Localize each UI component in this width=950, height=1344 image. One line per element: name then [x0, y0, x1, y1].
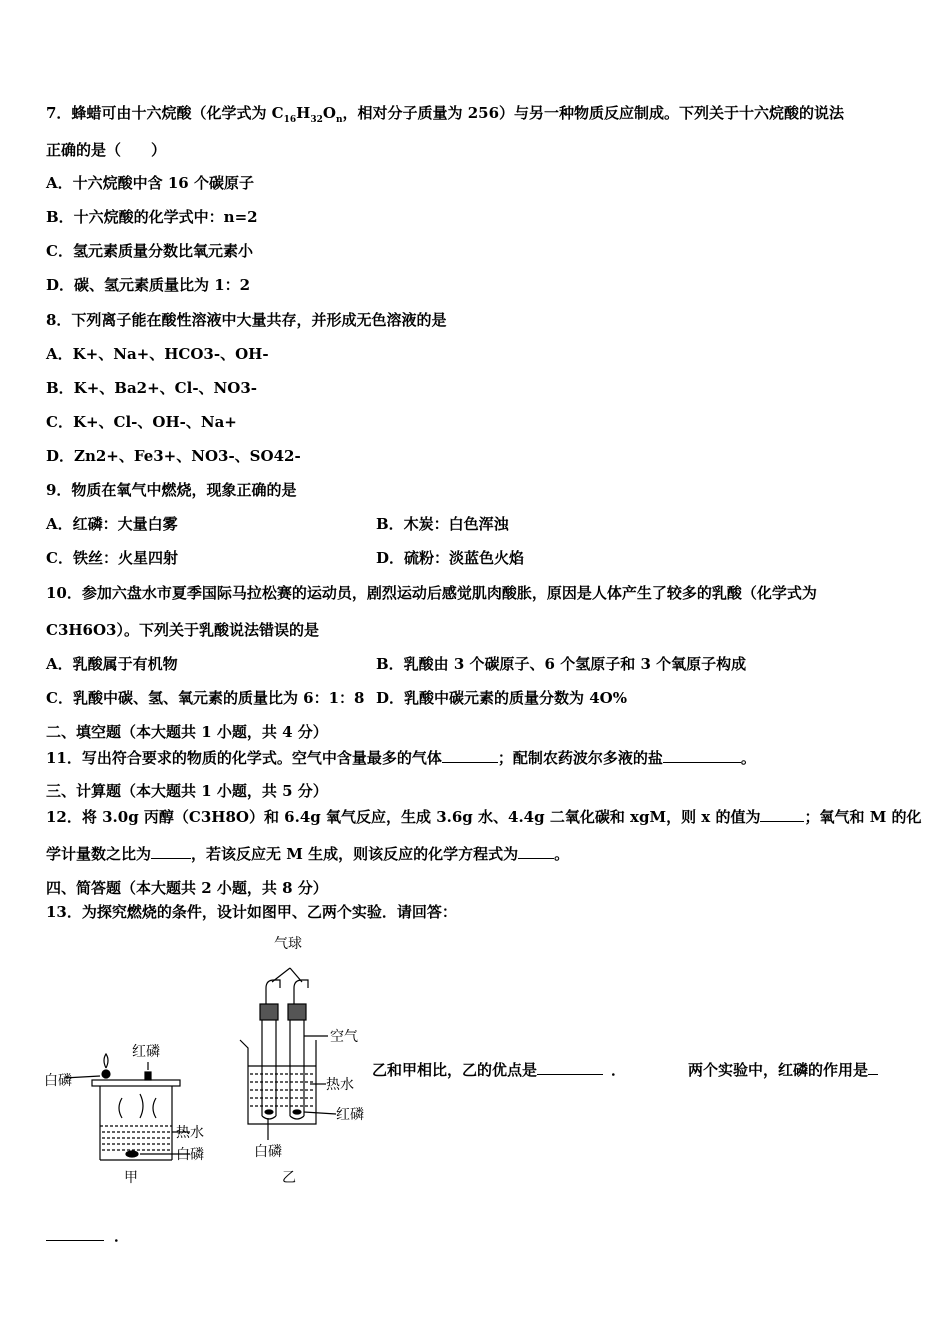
- q12-text-line2: 学计量数之比为 ，若该反应无 M 生成，则该反应的化学方程式为 。: [46, 845, 570, 863]
- q9-option-a: A．红磷：大量白雾: [46, 515, 178, 533]
- q7-option-d: D．碳、氢元素质量比为 1：2: [46, 276, 251, 294]
- q10-stem: 10．参加六盘水市夏季国际马拉松赛的运动员，剧烈运动后感觉肌肉酸胀，原因是人体产生了较多的乳酸（化学式为: [46, 584, 817, 602]
- q13-stem: 13．为探究燃烧的条件，设计如图甲、乙两个实验．请回答：: [46, 903, 457, 921]
- q7-stem-line2: 正确的是（ ）: [46, 141, 167, 159]
- label-hot-water-jia: 热水: [176, 1125, 204, 1141]
- q7-option-b: B．十六烷酸的化学式中：n=2: [46, 208, 258, 226]
- q13-part2: 两个实验中，红磷的作用是: [688, 1060, 878, 1080]
- q10-stem-line2: C3H6O3）。下列关于乳酸说法错误的是: [46, 621, 320, 639]
- label-white-phosphorus-jia: 白磷: [176, 1147, 204, 1163]
- q10-option-b: B．乳酸由 3 个碳原子、6 个氢原子和 3 个氧原子构成: [376, 655, 747, 673]
- label-air: 空气: [330, 1029, 358, 1045]
- experiment-figure: [40, 928, 380, 1190]
- q8-option-d: D．Zn2+、Fe3+、NO3-、SO42-: [46, 447, 301, 465]
- q8-option-b: B．K+、Ba2+、Cl-、NO3-: [46, 379, 257, 397]
- label-balloon: 气球: [274, 936, 302, 952]
- q9-option-b: B．木炭：白色浑浊: [376, 515, 509, 533]
- label-white-phosphorus-yi: 白磷: [254, 1144, 282, 1160]
- q10-option-a: A．乳酸属于有机物: [46, 655, 178, 673]
- section-2-heading: 二、填空题（本大题共 1 小题，共 4 分）: [46, 723, 328, 741]
- label-red-phosphorus-yi: 红磷: [336, 1107, 364, 1123]
- label-yi: 乙: [282, 1170, 296, 1186]
- q12-text: 12．将 3.0g 丙醇（C3H8O）和 6.4g 氧气反应，生成 3.6g 水、4.4g 二氧化碳和 xgM，则 x 的值为 ；氧气和 M 的化: [46, 808, 922, 826]
- q10-option-c: C．乳酸中碳、氢、氧元素的质量比为 6：1：8: [46, 689, 365, 707]
- q7-option-c: C．氢元素质量分数比氧元素小: [46, 242, 253, 260]
- section-4-heading: 四、简答题（本大题共 2 小题，共 8 分）: [46, 879, 328, 897]
- q9-stem: 9．物质在氧气中燃烧，现象正确的是: [46, 481, 297, 499]
- q11-text: 11．写出符合要求的物质的化学式。空气中含量最多的气体 ；配制农药波尔多液的盐 。: [46, 749, 756, 767]
- q8-option-a: A．K+、Na+、HCO3-、OH-: [46, 345, 269, 363]
- q7-stem: 7．蜂蜡可由十六烷酸（化学式为 $C_{16}H_{32}O_n$，相对分子质量为 256）与另一种物质反应制成。下列关于十六烷酸的说法: [46, 104, 845, 125]
- label-white-phosphorus-jia-left: 白磷: [44, 1073, 72, 1089]
- q7-option-a: A．十六烷酸中含 16 个碳原子: [46, 174, 254, 192]
- q9-option-c: C．铁丝：火星四射: [46, 549, 178, 567]
- q8-stem: 8．下列离子能在酸性溶液中大量共存，并形成无色溶液的是: [46, 311, 447, 329]
- q10-option-d: D．乳酸中碳元素的质量分数为 4O%: [376, 689, 627, 707]
- label-hot-water-yi: 热水: [326, 1077, 354, 1093]
- label-red-phosphorus-jia: 红磷: [132, 1044, 160, 1060]
- label-jia: 甲: [124, 1170, 138, 1186]
- apparatus-jia: [64, 1054, 190, 1160]
- apparatus-yi: [240, 968, 336, 1140]
- section-3-heading: 三、计算题（本大题共 1 小题，共 5 分）: [46, 782, 328, 800]
- q13-part1: 乙和甲相比，乙的优点是 ．: [372, 1061, 627, 1079]
- q9-option-d: D．硫粉：淡蓝色火焰: [376, 549, 525, 567]
- q13-answer-line: ．: [46, 1226, 129, 1246]
- q8-option-c: C．K+、Cl-、OH-、Na+: [46, 413, 237, 431]
